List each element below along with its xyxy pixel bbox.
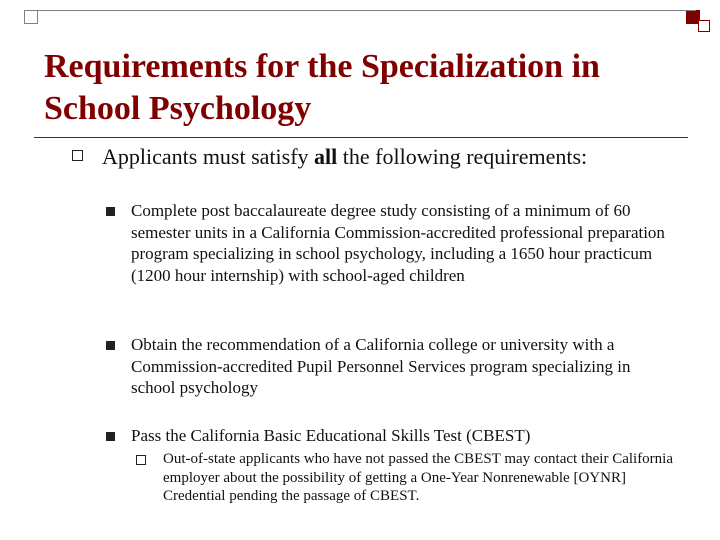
intro-text-before: Applicants must satisfy xyxy=(102,144,315,169)
decorative-squares xyxy=(0,10,720,38)
top-rule xyxy=(24,10,696,11)
title-divider xyxy=(34,137,688,138)
requirement-text: Complete post baccalaureate degree study consisting of a minimum of 60 semester units in a California Commission-accredited professional preparation program specializing in school psychology, including a 1650 hour practicum (1200 hour internship) with school-aged children xyxy=(131,201,665,285)
filled-square-bullet-icon xyxy=(106,341,115,350)
hollow-square-bullet-icon xyxy=(72,150,83,161)
square-outline xyxy=(24,10,38,24)
sub-requirement-text: Out-of-state applicants who have not passed the CBEST may contact their California employer about the possibility of getting a One-Year Nonrenewable [OYNR] Credential pending the passage of CBEST. xyxy=(163,451,674,504)
square-outline-small xyxy=(698,20,710,32)
hollow-square-bullet-icon xyxy=(136,455,146,465)
slide-title: Requirements for the Specialization in School Psychology xyxy=(44,48,600,127)
filled-square-bullet-icon xyxy=(106,207,115,216)
requirement-text: Pass the California Basic Educational Skills Test (CBEST) xyxy=(131,426,531,445)
intro-emphasis: all xyxy=(314,144,338,169)
filled-square-bullet-icon xyxy=(106,432,115,441)
intro-text xyxy=(102,143,702,171)
intro-text-after: the following requirements: xyxy=(337,144,588,169)
requirement-text: Obtain the recommendation of a California college or university with a Commission-accredited Pupil Personnel Services program specializing in school psychology xyxy=(131,335,631,397)
